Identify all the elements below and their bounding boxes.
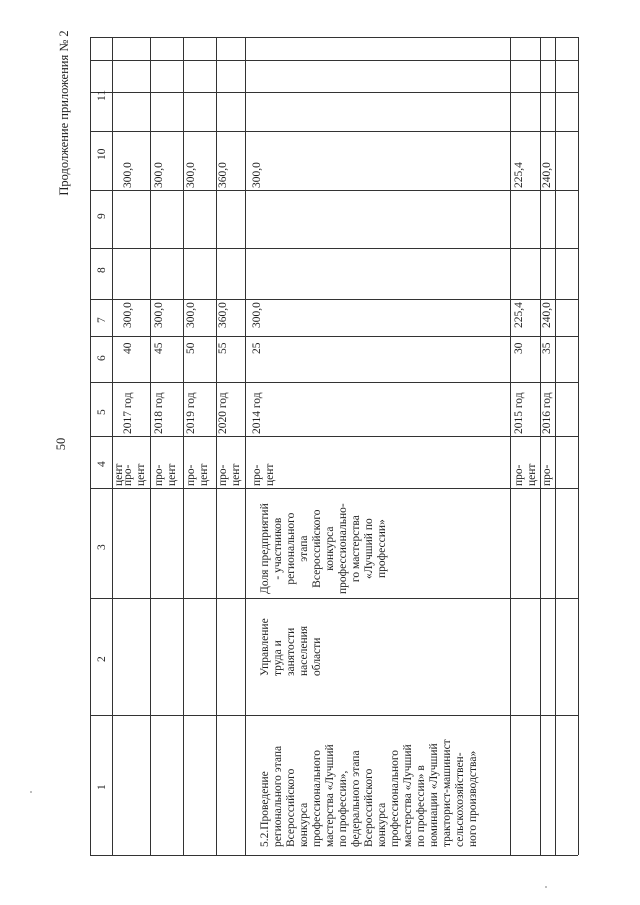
upper-row-2-col6: 45 [153,342,165,354]
main-subrow-1-col5: 2015 год [513,392,525,434]
main-subrow-1-col9: 225,4 [513,162,525,188]
row-border-line [555,37,556,855]
indicator-cell: Доля предприятий - участников регионального этапа Всероссийского конкурса профессионально- го мастерства «Лучший по профессии» [259,503,388,594]
column-border-line [90,336,578,337]
upper-row-1-col5: 2017 год [122,392,134,434]
main-subrow-1-col7: 225,4 [513,302,525,328]
main-subrow-0-col6: 25 [251,342,263,354]
column-border-line [90,382,578,383]
main-subrow-2-col9: 240,0 [541,162,553,188]
upper-row-4-col7: 360,0 [217,302,229,328]
row-border-line [90,37,91,855]
upper-row-4-col4: про- цент [217,463,242,486]
upper-row-2-col9: 300,0 [153,162,165,188]
page-number: 50 [54,437,68,451]
main-subrow-2-col4: про- [541,464,553,486]
column-number-5: 5 [96,409,108,415]
column-border-line [90,598,578,599]
column-border-line [90,60,578,61]
upper-row-3-col9: 300,0 [185,162,197,188]
column-border-line [90,436,578,437]
main-subrow-2-col7: 240,0 [541,302,553,328]
main-subrow-1-col4: про- цент [513,463,538,486]
main-subrow-0-col7: 300,0 [251,302,263,328]
main-subrow-0-col9: 300,0 [251,162,263,188]
column-number-8: 8 [96,267,108,273]
column-border-line [90,92,578,93]
main-subrow-0-col5: 2014 год [251,392,263,434]
upper-row-4-col9: 360,0 [217,162,229,188]
column-number-9: 9 [96,213,108,219]
column-number-2: 2 [96,656,108,662]
column-border-line [90,715,578,716]
main-subrow-2-col6: 35 [541,342,553,354]
activity-cell: 5.2.Проведение регионального этапа Всероссийского конкурса профессионального мастерства «Лучший по профессии», федерального этапа Всероссийского конкурса профессионального мастерства «Лучший по профессии» в номинации «Лучший тракторист-машинист сельскохозяйствен- ного производства» [259,739,479,847]
upper-row-3-col5: 2019 год [185,392,197,434]
main-subrow-1-col6: 30 [513,342,525,354]
column-number-11: 11 [96,89,108,101]
column-number-6: 6 [96,355,108,361]
upper-row-3-col7: 300,0 [185,302,197,328]
upper-row-1-col4: про- цент [122,463,147,486]
upper-row-4-col5: 2020 год [217,392,229,434]
column-border-line [90,488,578,489]
row-border-line [150,37,151,855]
upper-row-2-col5: 2018 год [153,392,165,434]
upper-row-1-col9: 300,0 [122,162,134,188]
main-subrow-2-col5: 2016 год [541,392,553,434]
upper-row-1-col6: 40 [122,342,134,354]
column-border-line [90,248,578,249]
upper-row-3-col6: 50 [185,342,197,354]
column-border-line [90,190,578,191]
column-number-4: 4 [96,461,108,467]
row-border-line [183,37,184,855]
column-number-1: 1 [96,784,108,790]
column-number-3: 3 [96,544,108,550]
column-border-line [90,37,578,38]
column-border-line [90,131,578,132]
upper-row-0-col4: цент [113,463,125,486]
continuation-label: Продолжение приложения № 2 [57,30,71,196]
upper-row-2-col4: про- цент [153,463,178,486]
column-border-line [90,299,578,300]
row-border-line [112,37,113,855]
upper-row-2-col7: 300,0 [153,302,165,328]
column-border-line [90,855,578,856]
executor-cell: Управление труда и занятости населения области [259,618,323,676]
row-border-line [540,37,541,855]
row-border-line [245,37,246,855]
upper-row-4-col6: 55 [217,342,229,354]
row-border-line [216,37,217,855]
row-border-line [578,37,579,855]
row-border-line [510,37,511,855]
upper-row-1-col7: 300,0 [122,302,134,328]
upper-row-3-col4: про- цент [185,463,210,486]
main-subrow-0-col4: про- цент [251,463,276,486]
column-number-7: 7 [96,317,108,323]
column-number-10: 10 [96,148,108,160]
